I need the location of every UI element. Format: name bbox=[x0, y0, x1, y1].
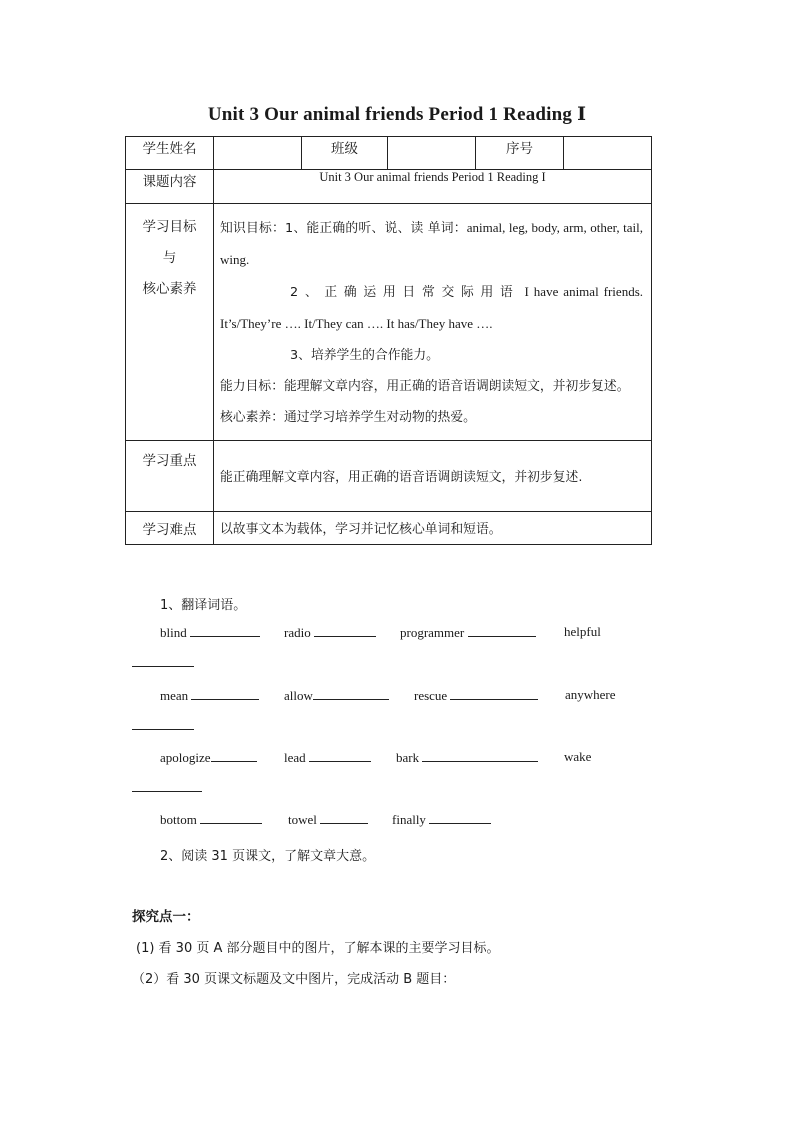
difficulty-label: 学习难点 bbox=[126, 511, 214, 544]
word-cell bbox=[284, 749, 371, 766]
goal-label-line-2: 与 bbox=[162, 250, 177, 266]
word-cell bbox=[288, 811, 368, 828]
word-bark: bark bbox=[396, 750, 420, 765]
word-cell bbox=[132, 779, 202, 796]
blank-rescue[interactable] bbox=[450, 687, 538, 700]
word-cell bbox=[284, 687, 389, 704]
word-cell bbox=[160, 687, 259, 704]
blank-helpful[interactable] bbox=[132, 654, 194, 667]
student-name-label: 学生姓名 bbox=[126, 137, 214, 170]
word-cell bbox=[392, 811, 491, 828]
difficulty-value: 以故事文本为载体，学习并记忆核心单词和短语。 bbox=[214, 511, 652, 544]
blank-bark[interactable] bbox=[422, 749, 538, 762]
word-lead: lead bbox=[284, 750, 306, 765]
goal-label-line-1: 学习目标 bbox=[142, 219, 197, 235]
info-table bbox=[125, 136, 652, 545]
word-cell bbox=[284, 624, 376, 641]
word-programmer: programmer bbox=[400, 625, 465, 640]
goal-label bbox=[126, 204, 214, 441]
class-label: 班级 bbox=[302, 137, 388, 170]
blank-apologize[interactable] bbox=[211, 749, 257, 762]
word-anywhere: anywhere bbox=[565, 687, 616, 702]
explore-item-2: （2）看 30 页课文标题及文中图片，完成活动 B 题目： bbox=[132, 972, 456, 987]
blank-programmer[interactable] bbox=[468, 624, 536, 637]
goal-label-line-3: 核心素养 bbox=[142, 281, 197, 297]
word-cell bbox=[132, 717, 194, 734]
blank-wake[interactable] bbox=[132, 779, 202, 792]
goal-knowledge: 知识目标：1、能正确的听、说、读 单词：animal, leg, body, arm, other, tail, wing. bbox=[220, 220, 643, 268]
goal-expressions: 2、正确运用日常交际用语 I have animal friends. It’s/They’re …. It/They can …. It has/They have …. bbox=[220, 283, 643, 332]
word-wake: wake bbox=[564, 749, 592, 764]
word-bottom: bottom bbox=[160, 812, 197, 827]
key-value: 能正确理解文章内容，用正确的语音语调朗读短文，并初步复述. bbox=[214, 440, 652, 511]
blank-towel[interactable] bbox=[320, 811, 368, 824]
blank-anywhere[interactable] bbox=[132, 717, 194, 730]
word-apologize: apologize bbox=[160, 750, 211, 765]
explore-heading: 探究点一： bbox=[132, 909, 200, 925]
word-row-1 bbox=[160, 624, 260, 641]
word-cell bbox=[132, 654, 194, 671]
seat-label: 序号 bbox=[476, 137, 564, 170]
exercise-heading-2: 2、阅读 31 页课文，了解文章大意。 bbox=[160, 849, 376, 864]
blank-lead[interactable] bbox=[309, 749, 371, 762]
word-radio: radio bbox=[284, 625, 311, 640]
blank-bottom[interactable] bbox=[200, 811, 262, 824]
student-name-field[interactable] bbox=[214, 137, 302, 170]
word-cell bbox=[400, 624, 536, 641]
goal-value bbox=[214, 204, 652, 441]
course-value: Unit 3 Our animal friends Period 1 Reading I bbox=[214, 170, 652, 204]
course-label: 课题内容 bbox=[126, 170, 214, 204]
word-allow: allow bbox=[284, 688, 313, 703]
blank-allow[interactable] bbox=[313, 687, 389, 700]
word-towel: towel bbox=[288, 812, 317, 827]
blank-blind[interactable] bbox=[190, 624, 260, 637]
word-cell bbox=[160, 749, 257, 766]
word-mean: mean bbox=[160, 688, 189, 703]
word-cell bbox=[414, 687, 538, 704]
class-field[interactable] bbox=[388, 137, 476, 170]
key-label: 学习重点 bbox=[126, 440, 214, 511]
blank-mean[interactable] bbox=[191, 687, 259, 700]
seat-field[interactable] bbox=[564, 137, 652, 170]
goal-cooperation: 3、培养学生的合作能力。 bbox=[290, 347, 439, 363]
page-title: Unit 3 Our animal friends Period 1 Reading Ⅰ bbox=[207, 104, 587, 125]
blank-radio[interactable] bbox=[314, 624, 376, 637]
word-blind: blind bbox=[160, 625, 187, 640]
goal-core-literacy: 核心素养：通过学习培养学生对动物的热爱。 bbox=[220, 410, 476, 426]
word-finally: finally bbox=[392, 812, 426, 827]
blank-finally[interactable] bbox=[429, 811, 491, 824]
goal-ability: 能力目标：能理解文章内容，用正确的语音语调朗读短文，并初步复述。 bbox=[220, 379, 630, 395]
word-helpful: helpful bbox=[564, 624, 601, 639]
explore-item-1: (1) 看 30 页 A 部分题目中的图片，了解本课的主要学习目标。 bbox=[136, 941, 500, 956]
exercise-heading-1: 1、翻译词语。 bbox=[160, 598, 247, 613]
word-cell bbox=[160, 811, 262, 828]
word-cell bbox=[396, 749, 538, 766]
word-rescue: rescue bbox=[414, 688, 448, 703]
